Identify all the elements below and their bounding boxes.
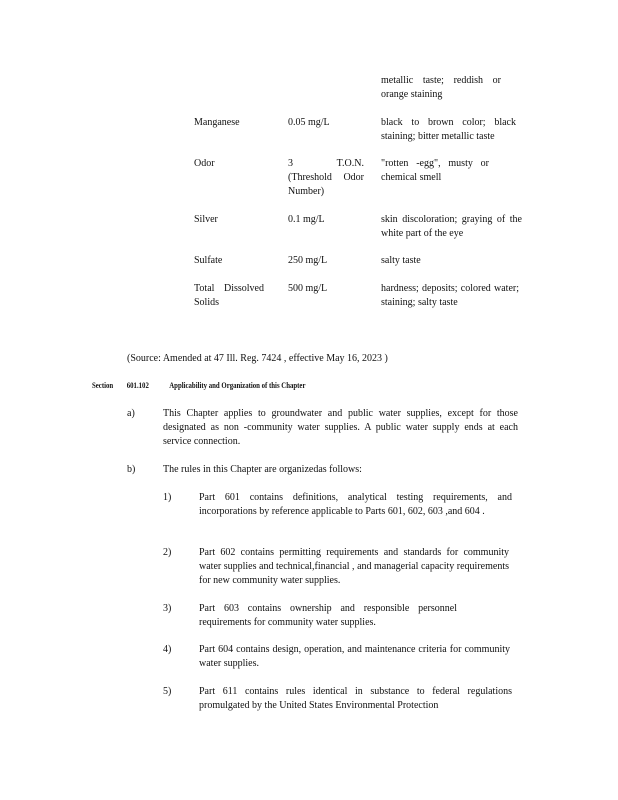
table-row-effects: skin discoloration; graying of the white part of the eye — [381, 214, 522, 239]
table-row-effects: "rotten -egg", musty or chemical smell — [381, 158, 489, 183]
list-item-marker: 3) — [163, 603, 172, 614]
list-item-text: Part 611 contains rules identical in substance to federal regulations promulgated by the United States Environmental Protection — [199, 686, 512, 711]
table-row-level: 0.1 mg/L — [288, 214, 325, 225]
table-row-contaminant: Total Dissolved Solids — [194, 283, 264, 308]
table-row-level: 250 mg/L — [288, 255, 328, 266]
table-row-effects: hardness; deposits; colored water; staining; salty taste — [381, 283, 519, 308]
list-item-text: Part 602 contains permitting requirements and standards for community water supplies and technical,financial , and managerial capacity requirements for new community water supplies. — [199, 547, 509, 586]
list-item-text: Part 601 contains definitions, analytical testing requirements, and incorporations by reference applicable to Parts 601, 602, 603 ,and 604 . — [199, 492, 512, 517]
table-row-effects: black to brown color; black staining; bitter metallic taste — [381, 117, 516, 142]
table-row-level: 500 mg/L — [288, 283, 328, 294]
table-continuation-effects: metallic taste; reddish or orange staining — [381, 75, 501, 100]
table-row-contaminant: Sulfate — [194, 255, 223, 266]
section-heading — [92, 379, 449, 393]
section-label: Section — [92, 381, 114, 390]
table-row-contaminant: Silver — [194, 214, 218, 225]
list-item-marker: 4) — [163, 644, 172, 655]
section-title: Applicability and Organization of this Chapter — [169, 381, 306, 390]
paragraph-marker: b) — [127, 464, 136, 475]
paragraph-marker: a) — [127, 408, 135, 419]
table-row-effects: salty taste — [381, 255, 421, 266]
table-row-contaminant: Odor — [194, 158, 215, 169]
list-item-text: Part 604 contains design, operation, and maintenance criteria for community water supplies. — [199, 644, 510, 669]
list-item-marker: 2) — [163, 547, 172, 558]
list-item-text: Part 603 contains ownership and responsible personnel requirements for community water supplies. — [199, 603, 457, 628]
list-item-marker: 1) — [163, 492, 172, 503]
table-row-contaminant: Manganese — [194, 117, 240, 128]
paragraph-text: This Chapter applies to groundwater and public water supplies, except for those designated as non -community water supplies. A public water supply ends at each service connection. — [163, 408, 518, 447]
table-row-level: 3 T.O.N. (Threshold Odor Number) — [288, 158, 364, 197]
section-number: 601.102 — [126, 381, 149, 390]
table-row-level: 0.05 mg/L — [288, 117, 330, 128]
list-item-marker: 5) — [163, 686, 172, 697]
source-note: (Source: Amended at 47 Ill. Reg. 7424 , effective May 16, 2023 ) — [127, 353, 388, 364]
paragraph-text: The rules in this Chapter are organizedas follows: — [163, 464, 362, 475]
